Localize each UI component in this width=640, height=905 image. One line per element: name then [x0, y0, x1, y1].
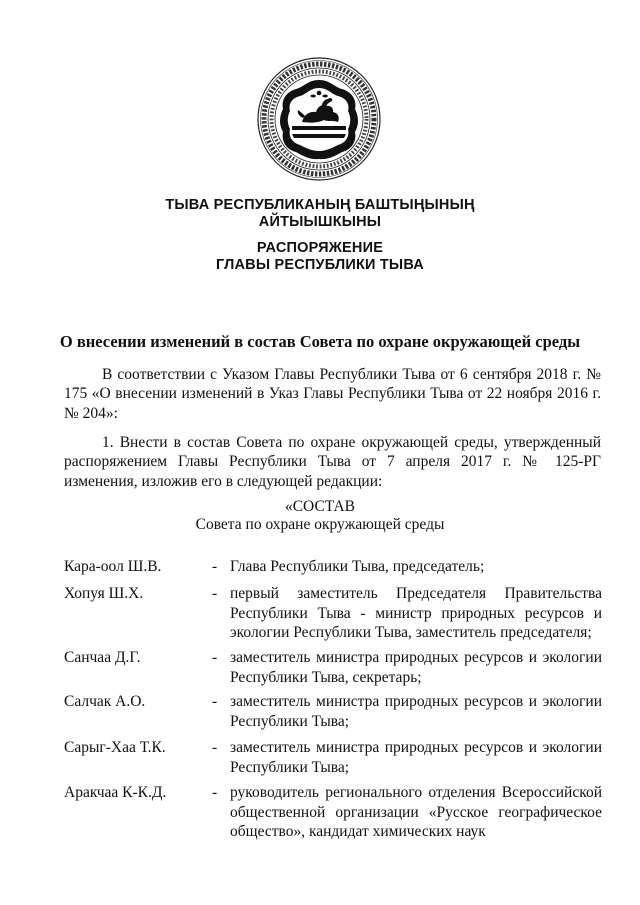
header-tuvan-line-2: АЙТЫЫШКЫНЫ — [258, 214, 382, 230]
member-role: заместитель министра природных ресурсов и экологии Республики Тыва, секретарь; — [230, 649, 602, 686]
member-role: заместитель министра природных ресурсов и экологии Республики Тыва; — [230, 693, 602, 730]
header-russian-line-1: РАСПОРЯЖЕНИЕ — [256, 240, 384, 256]
member-name: Санчаа Д.Г. — [64, 649, 141, 666]
member-name: Кара-оол Ш.В. — [64, 558, 162, 575]
document-title: О внесении изменений в состав Совета по охране окружающей среды — [59, 332, 581, 351]
tuva-coat-of-arms-icon — [256, 56, 382, 182]
member-name: Салчак А.О. — [64, 693, 146, 710]
member-name: Аракчаа К-К.Д. — [64, 784, 167, 801]
member-dash: - — [212, 558, 218, 575]
member-dash: - — [212, 693, 218, 710]
member-role: первый заместитель Председателя Правительства Республики Тыва - министр природных ресурсов и экологии Республики Тыва, заместитель председателя; — [230, 585, 602, 641]
item-1-text: 1. Внести в состав Совета по охране окружающей среды, утвержденный распоряжением Главы Республики Тыва от 7 апреля 2017 г. № 125-РГ изменения, изложив его в следующей редакции: — [64, 434, 601, 490]
member-role: заместитель министра природных ресурсов и экологии Республики Тыва; — [230, 739, 602, 776]
member-dash: - — [212, 585, 218, 602]
header-tuvan-line-1: ТЫВА РЕСПУБЛИКАНЫҢ БАШТЫҢЫНЫҢ — [165, 197, 475, 213]
composition-subtitle: Совета по охране окружающей среды — [195, 516, 445, 533]
preamble-text: В соответствии с Указом Главы Республики Тыва от 6 сентября 2018 г. № 175 «О внесении изменений в Указ Главы Республики Тыва от 22 ноября 2016 г. № 204»: — [64, 366, 601, 422]
preamble-paragraph — [64, 365, 601, 423]
member-dash: - — [212, 649, 218, 666]
composition-title: «СОСТАВ — [284, 498, 356, 515]
member-role: Глава Республики Тыва, председатель; — [230, 558, 485, 575]
item-1-paragraph — [64, 433, 601, 491]
member-dash: - — [212, 784, 218, 801]
member-dash: - — [212, 739, 218, 756]
member-name: Хопуя Ш.Х. — [64, 585, 144, 602]
header-russian-line-2: ГЛАВЫ РЕСПУБЛИКИ ТЫВА — [216, 257, 424, 273]
member-name: Сарыг-Хаа Т.К. — [64, 739, 166, 756]
member-role: руководитель регионального отделения Всероссийской общественной организации «Русское географическое общество», кандидат химических наук — [230, 784, 602, 840]
